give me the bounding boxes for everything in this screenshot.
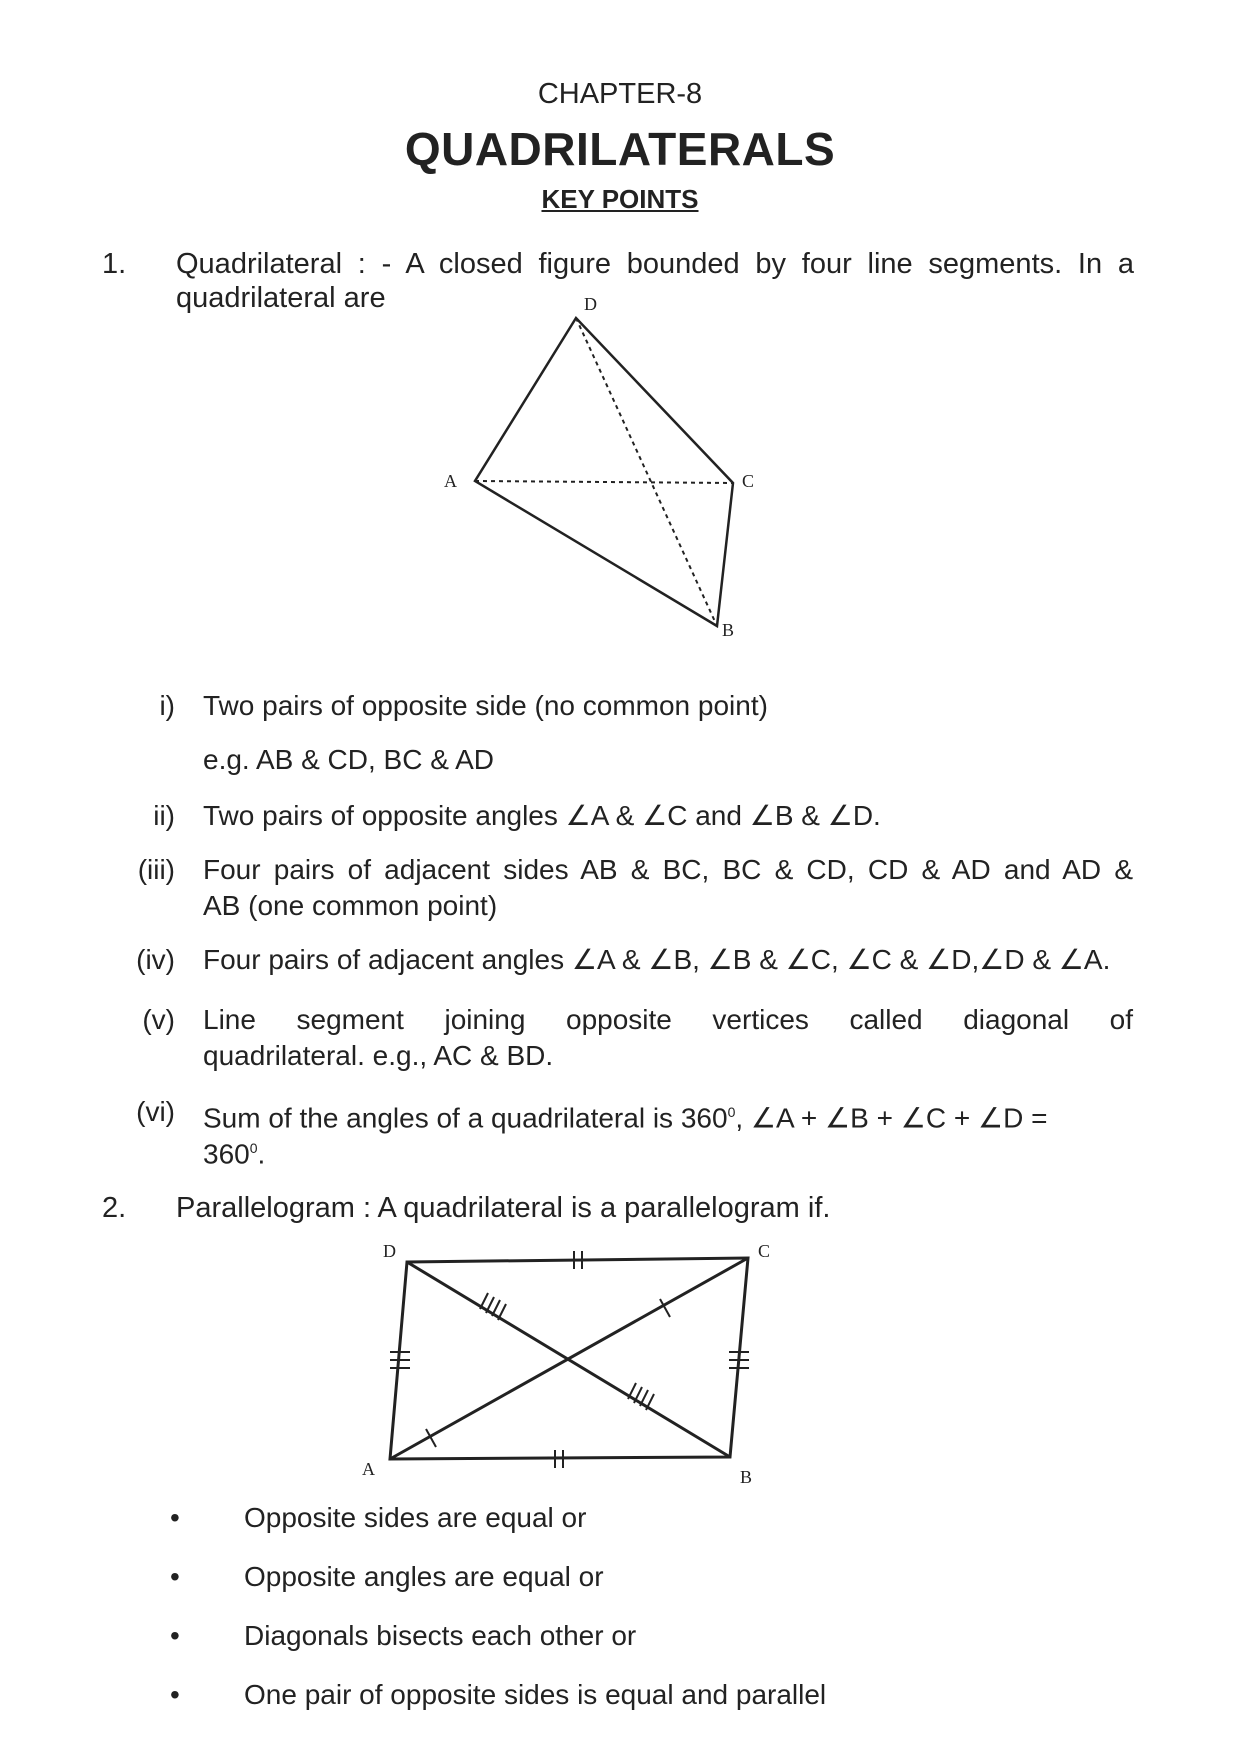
quadrilateral-outline (475, 318, 733, 626)
vertex-label-d: D (584, 294, 597, 314)
list-item-continued: quadrilateral. e.g., AC & BD. (203, 1040, 554, 1071)
vertex-label-b: B (722, 620, 735, 640)
angle-sum-total: 360 (203, 1138, 250, 1170)
bullet-item: Diagonals bisects each other or (244, 1620, 637, 1651)
list-item-continued: AB (one common point) (203, 890, 498, 921)
vertex-label-c: C (742, 471, 755, 491)
degree-sup: 0 (727, 1104, 736, 1120)
bullet-point: • (170, 1620, 180, 1651)
item-number: (v) (142, 1004, 175, 1035)
bullet-point: • (170, 1502, 180, 1533)
item-number: (iii) (137, 854, 175, 885)
diagonal-ac (390, 1258, 748, 1459)
section-heading: KEY POINTS (541, 184, 699, 214)
list-item: Line segment joining opposite vertices called diagonal of (203, 1004, 1133, 1035)
vertex-label-d: D (383, 1241, 396, 1261)
bullet-item: One pair of opposite sides is equal and parallel (244, 1679, 827, 1710)
diagonal-ac (475, 481, 733, 483)
list-item: Four pairs of adjacent angles ∠A & ∠B, ∠B & ∠C, ∠C & ∠D,∠D & ∠A. (203, 944, 1111, 975)
list-item: Two pairs of opposite angles ∠A & ∠C and ∠B & ∠D. (203, 800, 881, 831)
bullet-point: • (170, 1561, 180, 1592)
vertex-label-c: C (758, 1241, 771, 1261)
page-title: QUADRILATERALS (404, 123, 836, 175)
vertex-label-b: B (740, 1467, 753, 1487)
list-item-example: e.g. AB & CD, BC & AD (203, 744, 495, 775)
vertex-label-a: A (362, 1459, 375, 1479)
period: . (257, 1138, 266, 1170)
section-1-number: 1. (102, 248, 127, 280)
angle-sum-text (203, 1094, 1047, 1136)
list-item (203, 1094, 1133, 1136)
degree-sup: 0 (249, 1140, 258, 1156)
bullet-point: • (170, 1679, 180, 1710)
list-item: Two pairs of opposite side (no common point) (203, 690, 768, 721)
section-1-definition-line2: quadrilateral are (176, 282, 386, 314)
section-2-number: 2. (102, 1192, 127, 1224)
item-number: i) (159, 690, 175, 721)
bullet-item: Opposite angles are equal or (244, 1561, 604, 1592)
item-number: (vi) (136, 1096, 175, 1127)
section-2-definition: Parallelogram : A quadrilateral is a parallelogram if. (176, 1192, 831, 1224)
item-number: (iv) (136, 944, 175, 975)
list-item: Four pairs of adjacent sides AB & BC, BC & CD, CD & AD and AD & (203, 854, 1133, 885)
list-item-continued (203, 1130, 265, 1172)
angle-sum-value: Sum of the angles of a quadrilateral is 360 (203, 1102, 728, 1134)
section-1-definition-line1: Quadrilateral : - A closed figure bounded by four line segments. In a (176, 248, 1134, 280)
bullet-item: Opposite sides are equal or (244, 1502, 587, 1533)
vertex-label-a: A (444, 471, 457, 491)
parallelogram-figure (340, 1225, 800, 1490)
angle-sum-equation: , ∠A + ∠B + ∠C + ∠D = (735, 1102, 1048, 1134)
item-number: ii) (153, 800, 175, 831)
chapter-label: CHAPTER-8 (537, 78, 703, 110)
quadrilateral-figure (430, 290, 770, 660)
diagonal-bd (576, 318, 717, 626)
